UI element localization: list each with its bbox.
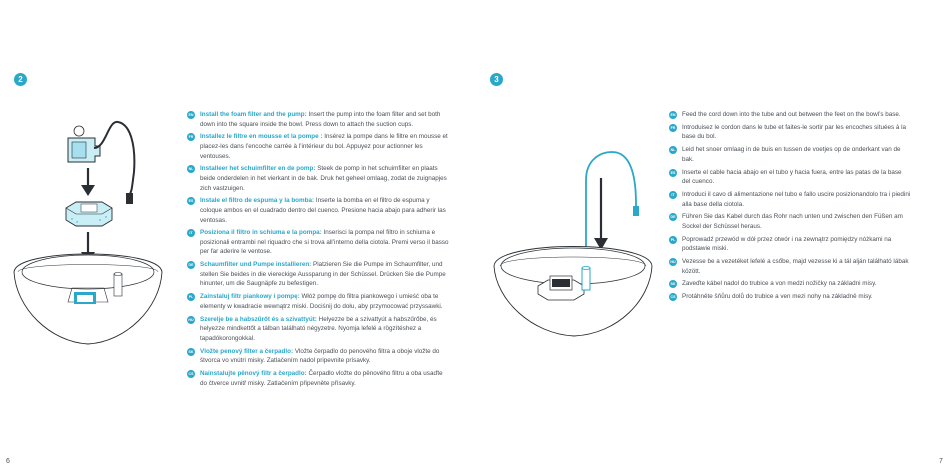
instruction-heading: Nainstalujte pěnový filtr a čerpadlo: bbox=[200, 369, 307, 377]
list-item bbox=[669, 292, 911, 302]
language-badge: PL bbox=[670, 237, 676, 242]
language-badge: EN bbox=[188, 113, 194, 117]
page-number: 6 bbox=[6, 458, 10, 465]
language-badge: SK bbox=[670, 282, 676, 287]
list-item bbox=[187, 164, 449, 193]
list-item bbox=[669, 145, 911, 164]
bowl-icon bbox=[494, 247, 652, 337]
down-arrow-icon bbox=[594, 178, 608, 250]
step-number-badge: 3 bbox=[490, 73, 503, 86]
list-item bbox=[187, 369, 449, 388]
instruction-heading: Szerelje be a habszűrőt és a szivattyút: bbox=[200, 315, 317, 323]
language-badge: FR bbox=[188, 135, 194, 140]
language-badge: ES bbox=[188, 199, 194, 204]
instruction-heading: Installeer het schuimfilter en de pomp: bbox=[200, 165, 316, 173]
instruction-text: Poprowadź przewód w dół przez otwór i na zewnątrz pomiędzy nóżkami na podstawie miski. bbox=[682, 235, 892, 253]
language-badge: FR bbox=[670, 125, 676, 130]
foam-filter-icon bbox=[66, 202, 112, 226]
list-item bbox=[187, 110, 449, 129]
language-badge: IT bbox=[187, 229, 195, 237]
instruction-list bbox=[669, 110, 911, 305]
instruction-text: Feed the cord down into the tube and out between the feet on the bowl’s base. bbox=[682, 111, 901, 118]
instruction-heading: Installez le filtre en mousse et la pompe : bbox=[200, 133, 323, 141]
list-item bbox=[669, 279, 911, 289]
list-item bbox=[187, 315, 449, 344]
list-item bbox=[669, 190, 911, 209]
instruction-text: Führen Sie das Kabel durch das Rohr nach unten und zwischen den Füßen am Sockel der Schüssel heraus. bbox=[682, 213, 903, 230]
instruction-text: Protáhněte šňůru dolů do trubice a ven mezi nohy na základně misy. bbox=[682, 293, 873, 301]
list-item bbox=[187, 132, 449, 161]
language-badge: HU bbox=[188, 317, 194, 322]
language-badge: PL bbox=[188, 295, 194, 300]
instruction-heading: Schaumfilter und Pumpe installieren: bbox=[200, 261, 312, 269]
instruction-text: Inserisci la pompa nel filtro in schiuma e posizionali entrambi nel riquadro che si trova all’interno della ciotola. Premi verso il basso per far aderire le ventose. bbox=[200, 229, 449, 256]
list-item bbox=[669, 168, 911, 187]
instruction-text: Helyezze be a szivattyút a habszűrőbe, és helyezze mindkettőt a tálban található négyzetre. Nyomja lefelé a rögzítéshez a tapadókorongokkal. bbox=[200, 315, 437, 342]
instruction-list bbox=[187, 110, 449, 391]
cord-routing-illustration bbox=[490, 148, 655, 343]
language-badge: NL bbox=[670, 148, 676, 153]
instruction-text: Insérez la pompe dans le filtre en mousse et placez-les dans l’encoche carrée à l’intérieur du bol. Appuyez pour actionner les ventouses. bbox=[200, 133, 448, 160]
instruction-text: Leid het snoer omlaag in de buis en tussen de voetjes op de onderkant van de bak. bbox=[682, 146, 901, 163]
step-number-badge: 2 bbox=[14, 73, 27, 86]
list-item bbox=[669, 212, 911, 231]
instruction-text: Inserte la bomba en el filtro de espuma y coloque ambos en el cuadrado dentro del cuenco. Presione hacia abajo para adherir las ventosas. bbox=[200, 197, 446, 224]
list-item bbox=[187, 196, 449, 225]
list-item bbox=[669, 257, 911, 276]
language-badge: DE bbox=[670, 215, 676, 220]
language-badge: HU bbox=[670, 260, 676, 265]
instruction-heading: Zainstaluj filtr piankowy i pompę: bbox=[200, 293, 300, 301]
instruction-text: Čerpadlo vložte do pěnového filtru a oba usaďte do čtverce uvnitř misky. Zatlačením připevněte přísavky. bbox=[200, 369, 443, 387]
pump-filter-install-illustration bbox=[10, 112, 170, 357]
list-item bbox=[669, 123, 911, 142]
list-item bbox=[669, 235, 911, 254]
pump-icon bbox=[68, 122, 134, 204]
language-badge: SK bbox=[188, 349, 194, 354]
instruction-text: Vezesse be a vezetéket lefelé a csőbe, majd vezesse ki a tál alján található lábak között. bbox=[682, 258, 909, 275]
language-badge: NL bbox=[188, 167, 194, 172]
page-number: 7 bbox=[939, 458, 943, 465]
language-badge: CS bbox=[188, 371, 194, 376]
instruction-text: Steek de pomp in het schuimfilter en plaats beide onderdelen in het vierkant in de bak. Druk het geheel omlaag, zodat de zuignapjes zich vastzuigen. bbox=[200, 165, 447, 192]
right-page bbox=[475, 0, 950, 475]
instruction-text: Introduci il cavo di alimentazione nel tubo e fallo uscire posizionandolo tra i piedini alla base della ciotola. bbox=[682, 190, 911, 208]
list-item bbox=[187, 292, 449, 311]
language-badge: IT bbox=[669, 191, 677, 199]
list-item bbox=[187, 347, 449, 366]
language-badge: CS bbox=[670, 295, 676, 300]
instruction-text: Introduisez le cordon dans le tube et faites-le sortir par les encoches situées à la base du bol. bbox=[682, 123, 907, 141]
instruction-text: Włóż pompę do filtra piankowego i umieść oba te elementy w kwadracie wewnątrz miski. Dociśnij do dołu, aby przymocować przyssawki. bbox=[200, 293, 443, 310]
instruction-text: Inserte el cable hacia abajo en el tubo y hacia fuera, entre las patas de la base del cuenco. bbox=[682, 168, 902, 186]
instruction-text: Vložte čerpadlo do penového filtra a oboje vložte do štvorca vo vnútri misky. Zatlačením nadol pripevnite prísavky. bbox=[200, 347, 440, 365]
list-item bbox=[669, 110, 911, 120]
language-badge: EN bbox=[670, 113, 676, 117]
bowl-icon bbox=[14, 254, 162, 344]
instruction-heading: Posiziona il filtro in schiuma e la pompa: bbox=[200, 229, 322, 237]
instruction-heading: Vložte penový filter a čerpadlo: bbox=[200, 347, 294, 355]
instruction-text: Zaveďte kábel nadol do trubice a von medzi nožičky na základni misy. bbox=[682, 280, 877, 288]
list-item bbox=[187, 228, 449, 257]
instruction-heading: Install the foam filter and the pump: bbox=[200, 111, 307, 118]
down-arrow-icon bbox=[81, 168, 95, 196]
instruction-text: Platzieren Sie die Pumpe im Schaumfilter, und stellen Sie beides in die viereckige Aussparung in der Schüssel. Drücken Sie die Pumpe hinunter, um die Saugnäpfe zu befestigen. bbox=[200, 261, 446, 288]
list-item bbox=[187, 260, 449, 289]
instruction-heading: Instale el filtro de espuma y la bomba: bbox=[200, 197, 315, 205]
language-badge: DE bbox=[188, 263, 194, 268]
instruction-text: Insert the pump into the foam filter and set both down into the square inside the bowl. Press down to attach the suction cups. bbox=[200, 111, 441, 128]
language-badge: ES bbox=[670, 170, 676, 175]
